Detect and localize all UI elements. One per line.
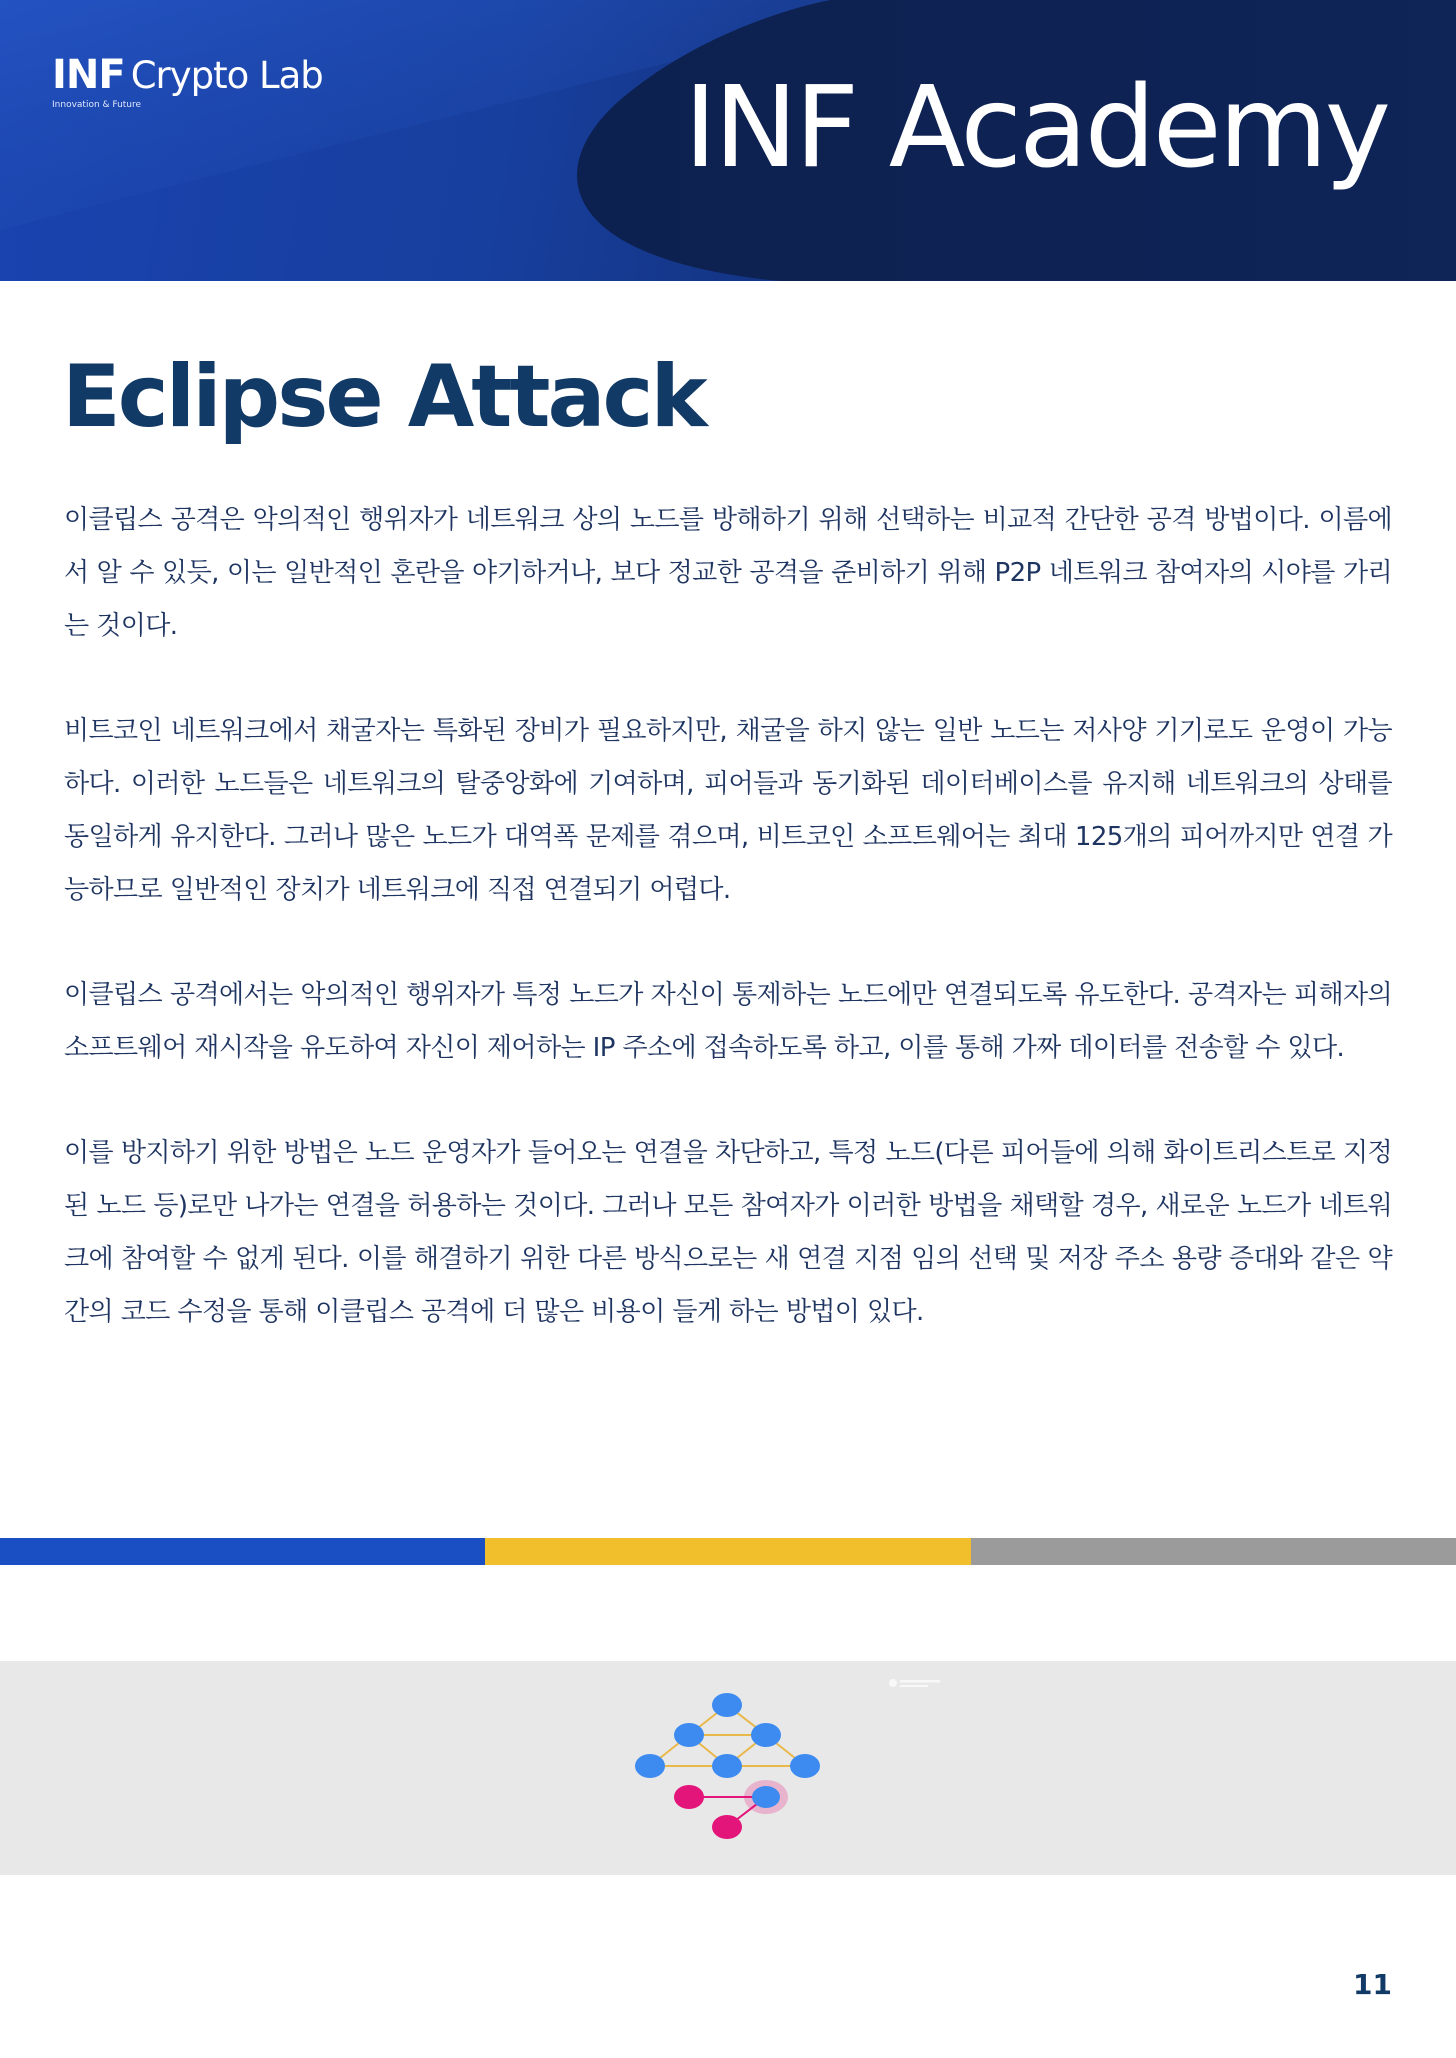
article-body bbox=[64, 494, 1392, 1391]
divider-blue-segment bbox=[0, 1538, 485, 1565]
malicious-node-icon bbox=[674, 1785, 704, 1809]
paragraph: 이클립스 공격에서는 악의적인 행위자가 특정 노드가 자신이 통제하는 노드에만 연결되도록 유도한다. 공격자는 피해자의 소프트웨어 재시작을 유도하여 자신이 제어하는 IP 주소에 접속하도록 하고, 이를 통해 가짜 데이터를 전송할 수 있다. bbox=[64, 980, 1392, 1063]
logo-mark: INF bbox=[52, 52, 125, 98]
divider-yellow-segment bbox=[485, 1538, 970, 1565]
logo-name: Crypto Lab bbox=[130, 54, 323, 97]
color-divider bbox=[0, 1538, 1456, 1565]
divider-gray-segment bbox=[971, 1538, 1456, 1565]
paragraph: 비트코인 네트워크에서 채굴자는 특화된 장비가 필요하지만, 채굴을 하지 않는 일반 노드는 저사양 기기로도 운영이 가능하다. 이러한 노드들은 네트워크의 탈중앙화에 기여하며, 피어들과 동기화된 데이터베이스를 유지해 네트워크의 상태를 동일하게 유지한다. 그러나 많은 노드가 대역폭 문제를 겪으며, 비트코인 소프트웨어는 최대 125개의 피어까지만 연결 가능하므로 일반적인 장치가 네트워크에 직접 연결되기 어렵다. bbox=[64, 716, 1392, 905]
page-title: Eclipse Attack bbox=[62, 347, 705, 447]
page-number: 11 bbox=[1353, 1968, 1392, 2001]
header-banner bbox=[0, 0, 1456, 281]
logo-tagline: Innovation & Future bbox=[52, 100, 142, 110]
malicious-node-icon bbox=[712, 1815, 742, 1839]
network-node-icon bbox=[790, 1754, 820, 1778]
watermark-logo bbox=[889, 1679, 940, 1687]
banner-title: INF Academy bbox=[683, 63, 1388, 193]
paragraph: 이클립스 공격은 악의적인 행위자가 네트워크 상의 노드를 방해하기 위해 선택하는 비교적 간단한 공격 방법이다. 이름에서 알 수 있듯, 이는 일반적인 혼란을 야기하거나, 보다 정교한 공격을 준비하기 위해 P2P 네트워크 참여자의 시야를 가리는 것이다. bbox=[64, 505, 1392, 641]
victim-node-icon bbox=[752, 1786, 780, 1808]
network-node-icon bbox=[712, 1693, 742, 1717]
network-diagram bbox=[0, 1661, 1456, 1875]
network-node-icon bbox=[674, 1723, 704, 1747]
paragraph: 이를 방지하기 위한 방법은 노드 운영자가 들어오는 연결을 차단하고, 특정 노드(다른 피어들에 의해 화이트리스트로 지정된 노드 등)로만 나가는 연결을 허용하는 것이다. 그러나 모든 참여자가 이러한 방법을 채택할 경우, 새로운 노드가 네트워크에 참여할 수 없게 된다. 이를 해결하기 위한 다른 방식으로는 새 연결 지점 임의 선택 및 저장 주소 용량 증대와 같은 약간의 코드 수정을 통해 이클립스 공격에 더 많은 비용이 들게 하는 방법이 있다. bbox=[64, 1138, 1392, 1327]
network-illustration bbox=[0, 1661, 1456, 1875]
network-node-icon bbox=[751, 1723, 781, 1747]
network-node-icon bbox=[712, 1754, 742, 1778]
company-logo bbox=[52, 52, 323, 110]
malicious-nodes bbox=[674, 1785, 742, 1839]
network-node-icon bbox=[635, 1754, 665, 1778]
